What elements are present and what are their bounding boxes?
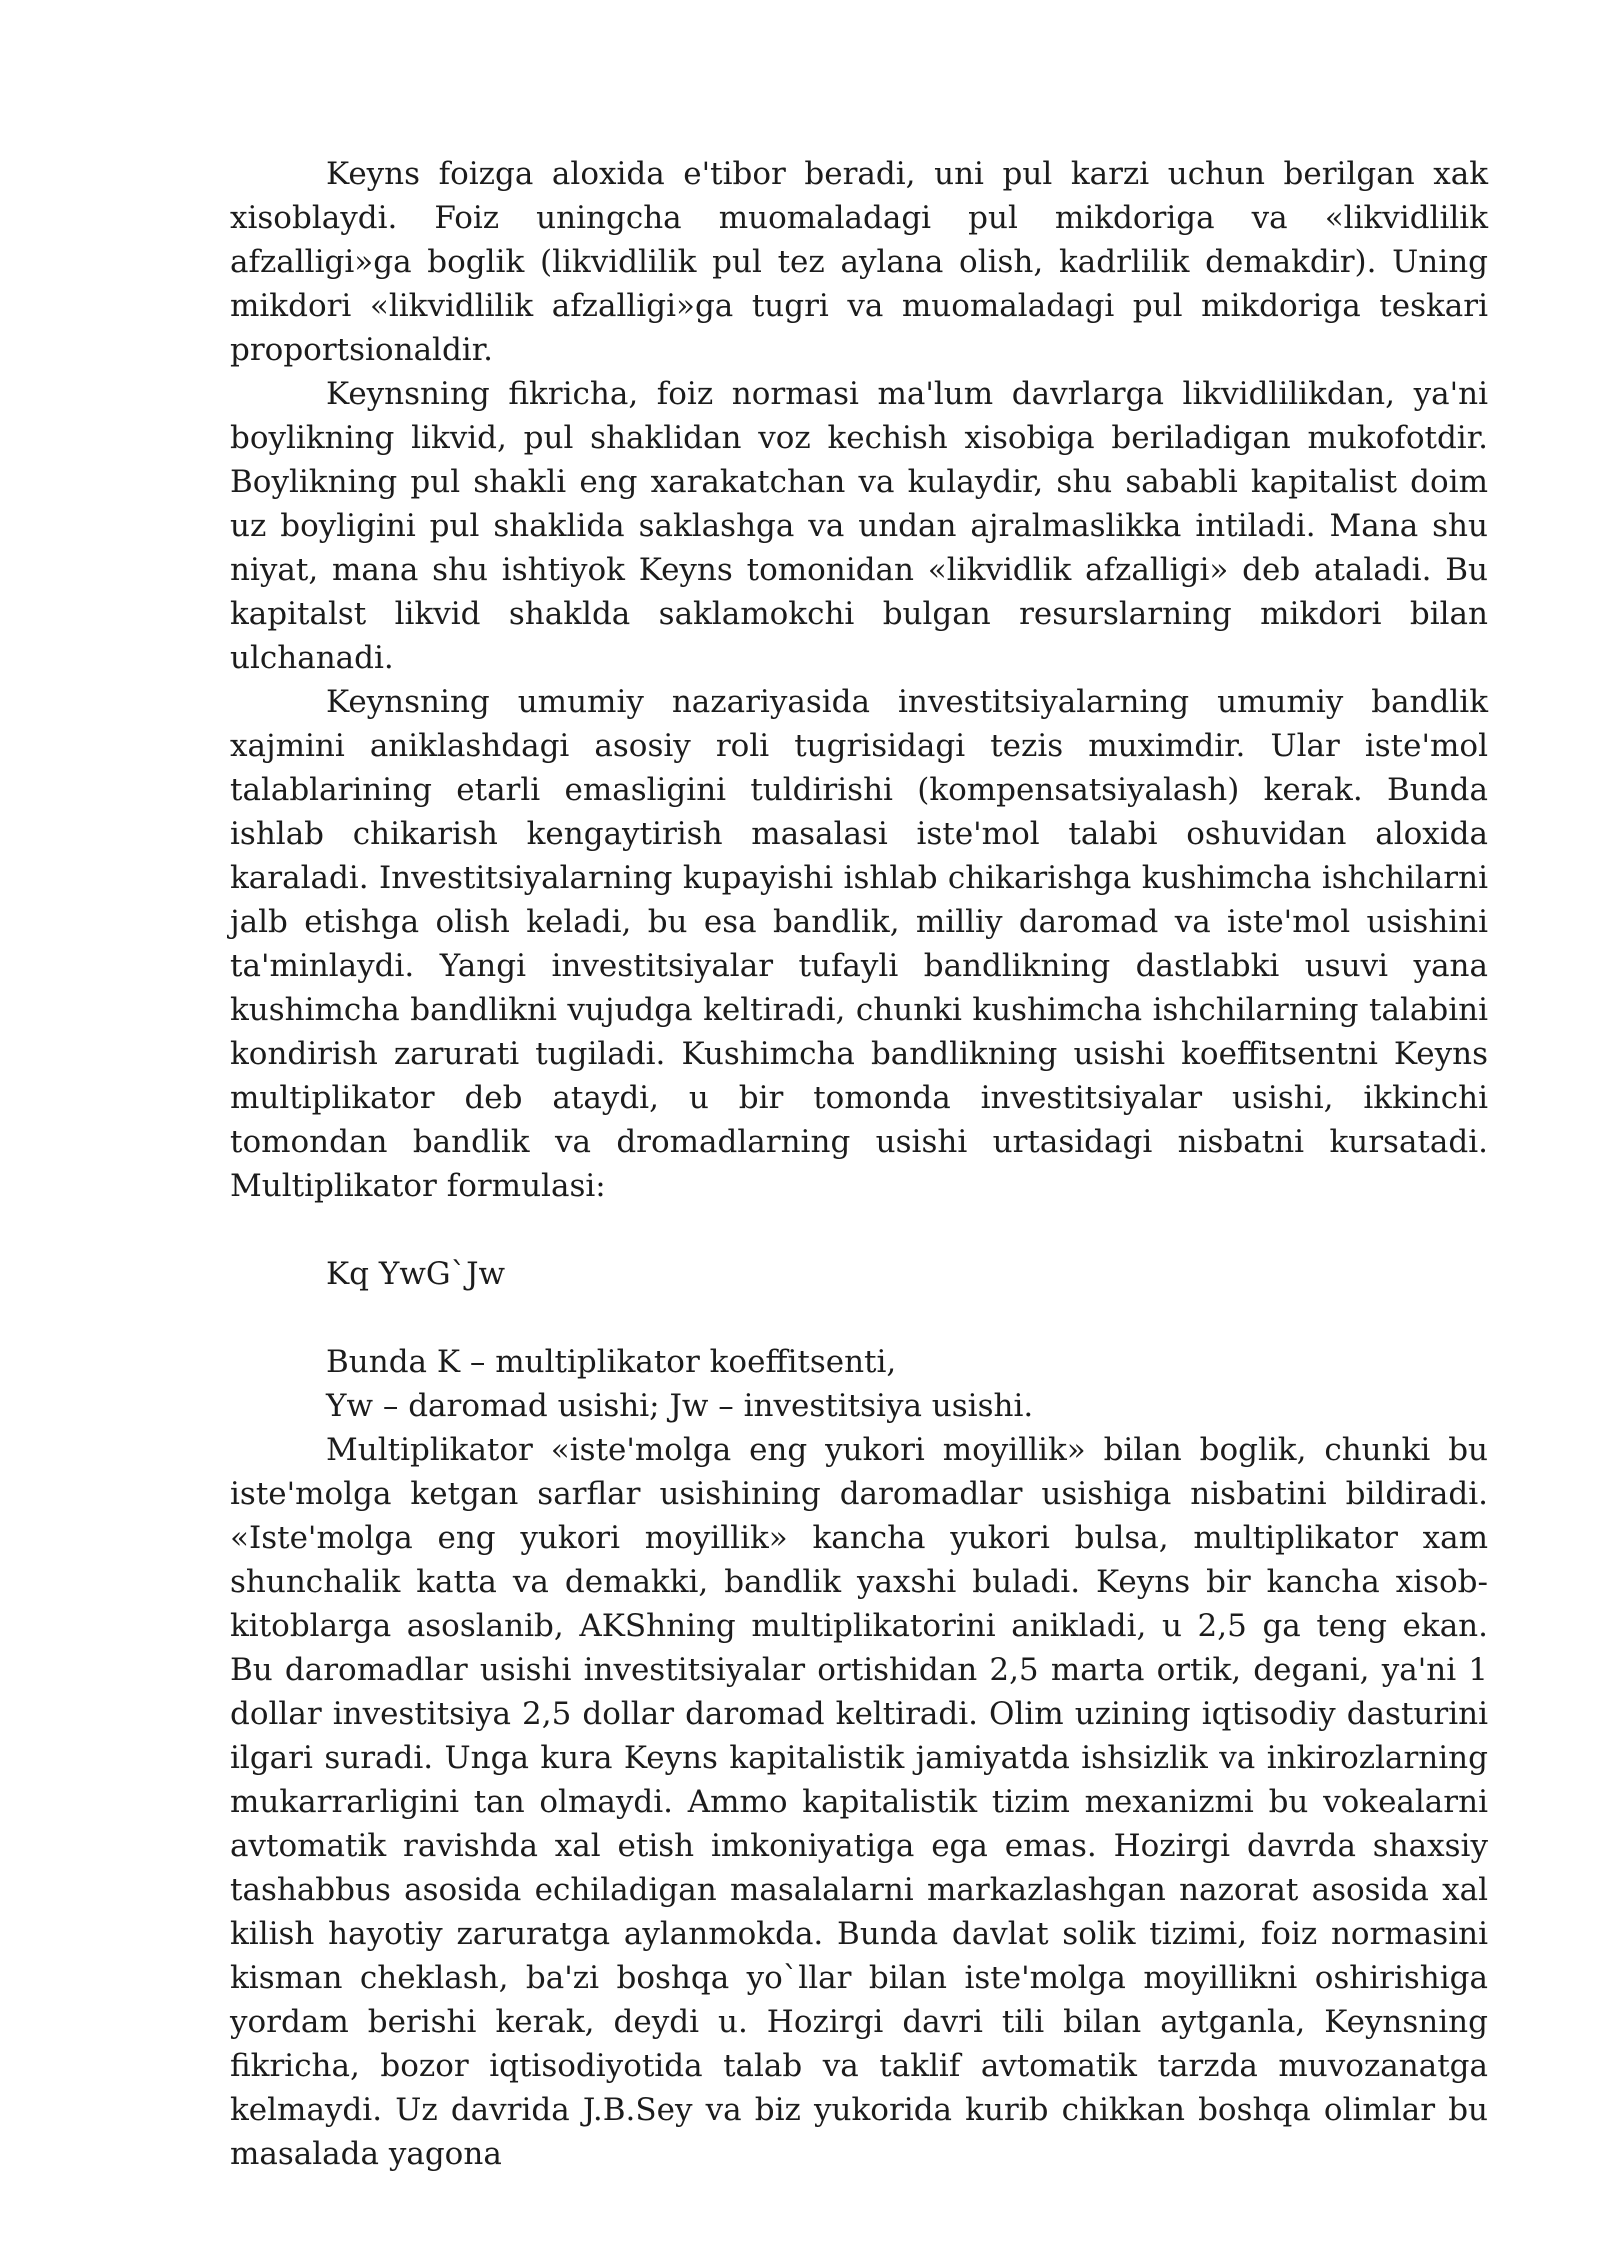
paragraph-liquidity-preference: Keynsning fikricha, foiz normasi ma'lum davrlarga likvidlilikdan, ya'ni boylikning likvid, pul shaklidan voz kechish xisobiga beriladigan mukofotdir. Boylikning pul shakli eng xarakatchan va kulaydir, shu sababli kapitalist doim uz boyligini pul shaklida saklashga va undan ajralmaslikka intiladi. Mana shu niyat, mana shu ishtiyok Keyns tomonidan «likvidlik afzalligi» deb ataladi. Bu kapitalst likvid shaklda saklamokchi bulgan resurslarning mikdori bilan ulchanadi. bbox=[230, 376, 1488, 676]
document-body bbox=[230, 152, 1488, 2176]
paragraph-multiplier: Multiplikator «iste'molga eng yukori moyillik» bilan boglik, chunki bu iste'molga ketgan sarflar usishining daromadlar usishiga nisbatini bildiradi. «Iste'molga eng yukori moyillik» kancha yukori bulsa, multiplikator xam shunchalik katta va demakki, bandlik yaxshi buladi. Keyns bir kancha xisob-kitoblarga asoslanib, AKShning multiplikatorini anikladi, u 2,5 ga teng ekan. Bu daromadlar usishi investitsiyalar ortishidan 2,5 marta ortik, degani, ya'ni 1 dollar investitsiya 2,5 dollar daromad keltiradi. Olim uzining iqtisodiy dasturini ilgari suradi. Unga kura Keyns kapitalistik jamiyatda ishsizlik va inkirozlarning mukarrarligini tan olmaydi. Ammo kapitalistik tizim mexanizmi bu vokealarni avtomatik ravishda xal etish imkoniyatiga ega emas. Hozirgi davrda shaxsiy tashabbus asosida echiladigan masalalarni markazlashgan nazorat asosida xal kilish hayotiy zaruratga aylanmokda. Bunda davlat solik tizimi, foiz normasini kisman cheklash, ba'zi boshqa yo`llar bilan iste'molga moyillikni oshirishiga yordam berishi kerak, deydi u. Hozirgi davri tili bilan aytganla, Keynsning fikricha, bozor iqtisodiyotida talab va taklif avtomatik tarzda muvozanatga kelmaydi. Uz davrida J.B.Sey va biz yukorida kurib chikkan boshqa olimlar bu masalada yagona bbox=[230, 1432, 1488, 2172]
multiplier-formula: Kq YwG`Jw bbox=[326, 1256, 506, 1292]
paragraph-investment: Keynsning umumiy nazariyasida investitsiyalarning umumiy bandlik xajmini aniklashdagi asosiy roli tugrisidagi tezis muximdir. Ular iste'mol talablarining etarli emasligini tuldirishi (kompensatsiyalash) kerak. Bunda ishlab chikarish kengaytirish masalasi iste'mol talabi oshuvidan aloxida karaladi. Investitsiyalarning kupayishi ishlab chikarishga kushimcha ishchilarni jalb etishga olish keladi, bu esa bandlik, milliy daromad va iste'mol usishini ta'minlaydi. Yangi investitsiyalar tufayli bandlikning dastlabki usuvi yana kushimcha bandlikni vujudga keltiradi, chunki kushimcha ishchilarning talabini kondirish zarurati tugiladi. Kushimcha bandlikning usishi koeffitsentni Keyns multiplikator deb ataydi, u bir tomonda investitsiyalar usishi, ikkinchi tomondan bandlik va dromadlarning usishi urtasidagi nisbatni kursatadi. Multiplikator formulasi: bbox=[230, 684, 1488, 1204]
paragraph-interest: Keyns foizga aloxida e'tibor beradi, uni pul karzi uchun berilgan xak xisoblaydi. Foiz uningcha muomaladagi pul mikdoriga va «likvidlilik afzalligi»ga boglik (likvidlilik pul tez aylana olish, kadrlilik demakdir). Uning mikdori «likvidlilik afzalligi»ga tugri va muomaladagi pul mikdoriga teskari proportsionaldir. bbox=[230, 156, 1488, 368]
definition-yw-jw: Yw – daromad usishi; Jw – investitsiya usishi. bbox=[326, 1388, 1034, 1424]
definition-k: Bunda K – multiplikator koeffitsenti, bbox=[326, 1344, 897, 1380]
